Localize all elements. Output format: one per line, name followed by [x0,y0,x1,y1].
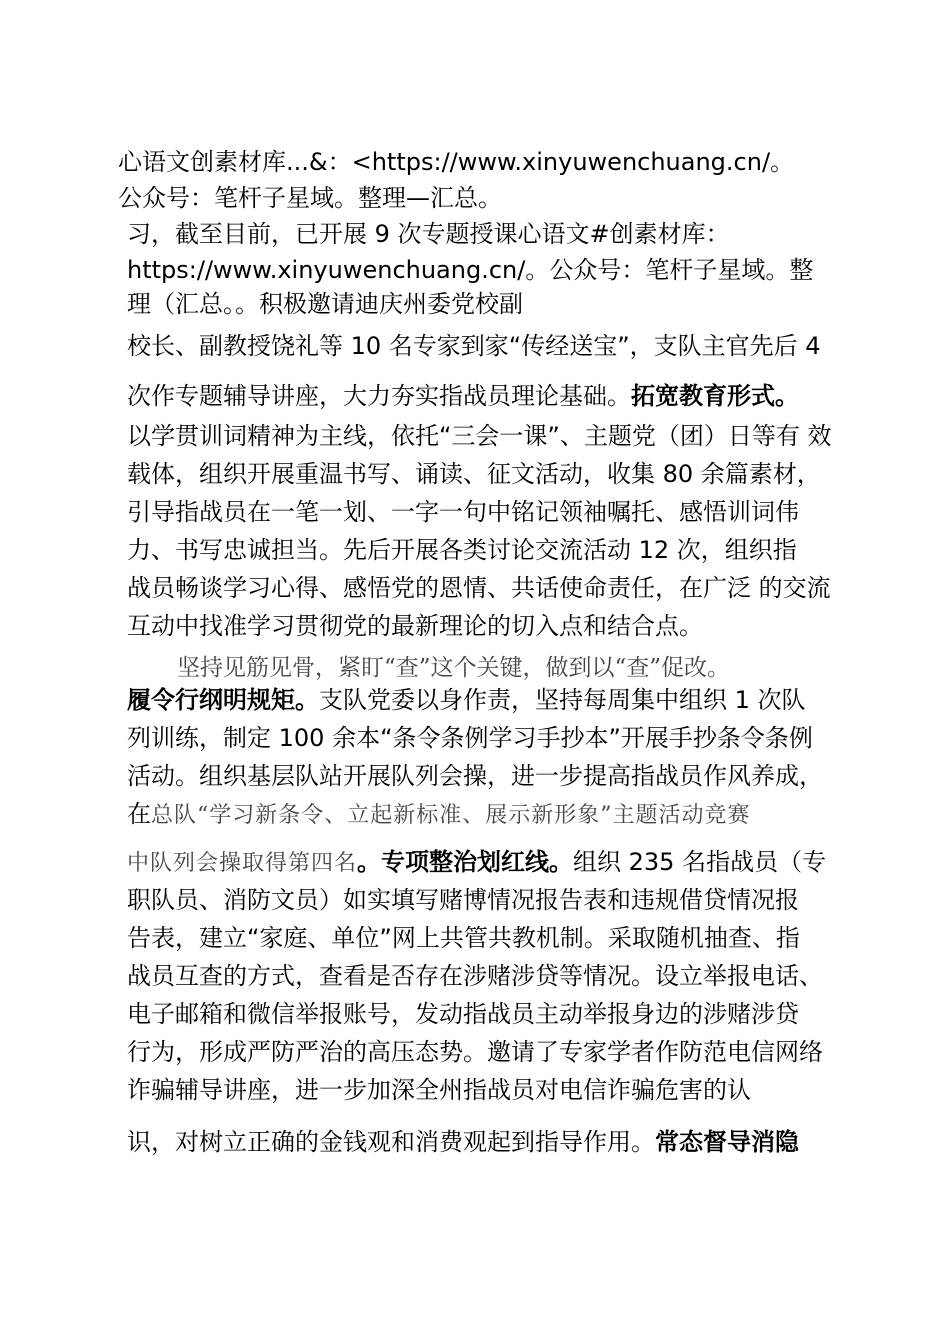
text-segment: 支队党委以身作责，坚持每周集中组织 1 次队 [319,686,806,714]
text-line-23 [127,998,799,1030]
text-line-1 [118,146,794,178]
text-line-6 [127,330,821,362]
bold-heading: 履令行纲明规矩。 [127,686,319,714]
text-line-26 [127,1126,799,1158]
text-line-24 [127,1036,823,1068]
text-segment: 组织 235 名指战员（专 [573,848,827,876]
text-segment: 总队“学习新条令、立起新标准、展示新形象”主题活动竞赛 [151,803,751,828]
text-line-7 [127,380,799,412]
text-line-3 [127,218,730,250]
text-line-12 [127,572,831,604]
text-segment: 坚持见筋见骨，紧盯“查”这个关键，做到以“查”促改。 [177,655,731,681]
text-line-5 [127,288,523,320]
text-segment: 行为，形成严防严治的高压态势。邀请了专家学者作防范电信网络 [127,1038,823,1066]
text-segment: 活动。组织基层队站开展队列会操，进一步提高指战员作风养成， [127,762,823,790]
text-segment: 公众号：笔杆子星域。整理—汇总。 [118,184,502,212]
text-line-17 [127,760,823,792]
text-segment: 识，对树立正确的金钱观和消费观起到指导作用。 [127,1128,655,1156]
text-segment: 校长、副教授饶礼等 10 名专家到家“传经送宝”，支队主官先后 4 [127,332,821,360]
text-segment: 战员畅谈学习心得、感悟党的恩情、共话使命责任，在广泛 的交流 [127,574,831,602]
text-line-25 [127,1074,751,1106]
text-segment: 诈骗辅导讲座，进一步加深全州指战员对电信诈骗危害的认 [127,1076,751,1104]
text-segment: 力、书写忠诚担当。先后开展各类讨论交流活动 12 次，组织指 [127,536,797,564]
text-line-18 [127,798,751,832]
text-segment: 心语文创素材库...&：<https://www.xinyuwenchuang.cn/。 [118,148,795,176]
text-line-22 [127,960,823,992]
bold-heading: 拓宽教育形式。 [631,382,799,410]
text-segment: 告表，建立“家庭、单位”网上共管共教机制。采取随机抽查、指 [127,924,800,952]
text-line-13 [127,610,703,642]
text-segment: 引导指战员在一笔一划、一字一句中铭记领袖嘱托、感悟训词伟 [127,498,799,526]
text-line-2 [118,182,502,214]
text-line-16 [127,722,813,754]
text-line-9 [127,458,821,490]
text-segment: https://www.xinyuwenchuang.cn/。公众号：笔杆子星域。整 [127,256,814,284]
text-segment: 互动中找准学习贯彻党的最新理论的切入点和结合点。 [127,612,703,640]
text-segment: 战员互查的方式，查看是否存在涉赌涉贷等情况。设立举报电话、 [127,962,823,990]
text-segment: 习，截至目前，已开展 9 次专题授课心语文#创素材库： [127,220,730,248]
text-segment: 在 [127,800,151,828]
text-segment: 以学贯训词精神为主线，依托“三会一课”、主题党（团）日等有 效 [127,422,832,450]
text-line-20 [127,884,799,916]
text-segment: 电子邮箱和微信举报账号，发动指战员主动举报身边的涉赌涉贷 [127,1000,799,1028]
text-segment: 职队员、消防文员）如实填写赌博情况报告表和违规借贷情况报 [127,886,799,914]
text-line-10 [127,496,799,528]
text-line-19 [127,846,826,880]
text-segment: 载体，组织开展重温书写、诵读、征文活动，收集 80 余篇素材， [127,460,821,488]
bold-heading: 常态督导消隐 [655,1128,799,1156]
text-line-14 [177,652,730,684]
bold-heading: 。专项整治划红线。 [357,848,574,876]
text-segment: 中队列会操取得第四名 [127,851,358,876]
text-line-15 [127,684,806,716]
text-line-21 [127,922,800,954]
text-line-11 [127,534,797,566]
text-line-8 [127,420,832,452]
text-line-4 [127,254,813,286]
text-segment: 次作专题辅导讲座，大力夯实指战员理论基础。 [127,382,631,410]
text-segment: 理（汇总。。积极邀请迪庆州委党校副 [127,290,523,318]
text-segment: 列训练，制定 100 余本“条令条例学习手抄本”开展手抄条令条例 [127,724,813,752]
